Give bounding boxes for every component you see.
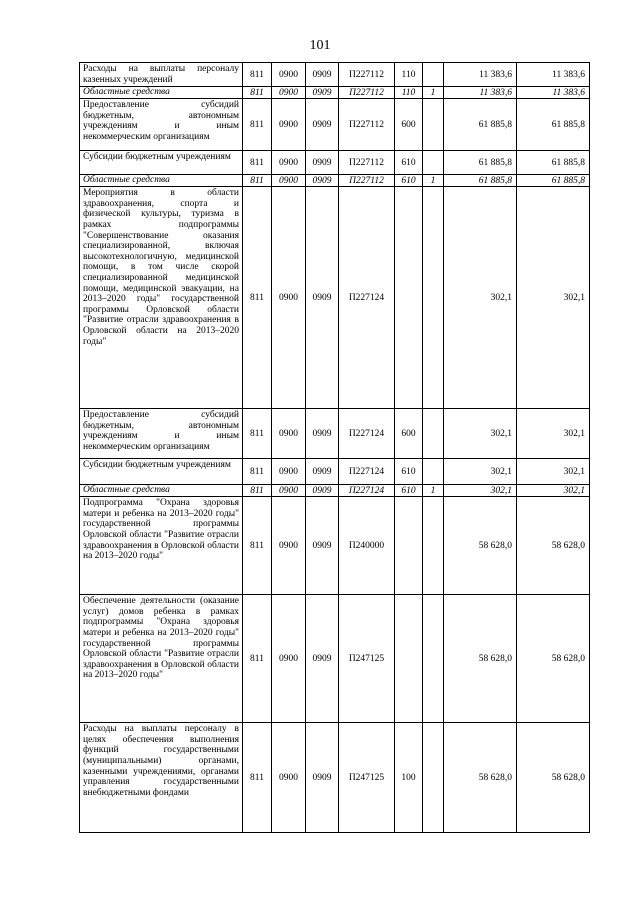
section-code: 0900: [272, 151, 306, 175]
admin-code: 811: [243, 187, 272, 409]
target-article: П227124: [339, 187, 395, 409]
section-code: 0900: [272, 595, 306, 723]
admin-code: 811: [243, 723, 272, 833]
amount-1: 302,1: [444, 187, 517, 409]
row-name: Подпрограмма "Охрана здоровья матери и ребенка на 2013–2020 годы" государственной программы Орловской области "Развитие отрасли здравоохранения в Орловской области на 2013–2020 годы": [80, 497, 243, 595]
amount-1: 302,1: [444, 409, 517, 459]
table-row: [80, 99, 590, 151]
amount-1: 61 885,8: [444, 175, 517, 187]
expense-type: 100: [395, 723, 423, 833]
expense-type: [395, 187, 423, 409]
budget-table: [79, 62, 590, 833]
subsection-code: 0909: [306, 63, 339, 87]
expense-type: 610: [395, 485, 423, 497]
table-body: [80, 63, 590, 833]
target-article: П227112: [339, 87, 395, 99]
expense-type: 110: [395, 87, 423, 99]
admin-code: 811: [243, 99, 272, 151]
amount-2: 11 383,6: [517, 87, 590, 99]
row-name: Расходы на выплаты персоналу в целях обеспечения выполнения функций государственными (муниципальными) органами, казенными учреждениями, органами управления государственными внебюджетными фондами: [80, 723, 243, 833]
amount-2: 58 628,0: [517, 497, 590, 595]
amount-2: 61 885,8: [517, 99, 590, 151]
amount-2: 61 885,8: [517, 175, 590, 187]
table-row: [80, 723, 590, 833]
table-row: [80, 459, 590, 485]
table-row: [80, 595, 590, 723]
amount-2: 58 628,0: [517, 723, 590, 833]
expense-type: 600: [395, 99, 423, 151]
amount-1: 302,1: [444, 459, 517, 485]
amount-1: 302,1: [444, 485, 517, 497]
funding-source: 1: [423, 87, 444, 99]
funding-source: 1: [423, 175, 444, 187]
admin-code: 811: [243, 497, 272, 595]
funding-source: [423, 63, 444, 87]
admin-code: 811: [243, 595, 272, 723]
funding-source: [423, 723, 444, 833]
table-row: [80, 409, 590, 459]
subsection-code: 0909: [306, 99, 339, 151]
row-name: Субсидии бюджетным учреждениям: [80, 151, 243, 175]
section-code: 0900: [272, 409, 306, 459]
target-article: П227124: [339, 485, 395, 497]
section-code: 0900: [272, 175, 306, 187]
table-row: [80, 87, 590, 99]
section-code: 0900: [272, 723, 306, 833]
subsection-code: 0909: [306, 175, 339, 187]
section-code: 0900: [272, 497, 306, 595]
admin-code: 811: [243, 175, 272, 187]
target-article: П227112: [339, 175, 395, 187]
table-row: [80, 151, 590, 175]
subsection-code: 0909: [306, 87, 339, 99]
amount-1: 11 383,6: [444, 63, 517, 87]
expense-type: 610: [395, 151, 423, 175]
row-name: Субсидии бюджетным учреждениям: [80, 459, 243, 485]
amount-2: 302,1: [517, 187, 590, 409]
funding-source: [423, 99, 444, 151]
section-code: 0900: [272, 187, 306, 409]
row-name: Областные средства: [80, 87, 243, 99]
row-name: Мероприятия в области здравоохранения, спорта и физической культуры, туризма в рамках подпрограммы "Совершенствование оказания специализированной, включая высокотехнологичную, медицинской помощи, в том числе скорой специализированной медицинской помощи, медицинской эвакуации, на 2013–2020 годы" государственной программы Орловской области "Развитие отрасли здравоохранения в Орловской области на 2013–2020 годы": [80, 187, 243, 409]
amount-1: 58 628,0: [444, 595, 517, 723]
row-name: Расходы на выплаты персоналу казенных учреждений: [80, 63, 243, 87]
target-article: П227112: [339, 99, 395, 151]
target-article: П240000: [339, 497, 395, 595]
amount-2: 11 383,6: [517, 63, 590, 87]
admin-code: 811: [243, 485, 272, 497]
expense-type: 610: [395, 459, 423, 485]
target-article: П227112: [339, 151, 395, 175]
amount-1: 61 885,8: [444, 151, 517, 175]
section-code: 0900: [272, 99, 306, 151]
amount-2: 302,1: [517, 485, 590, 497]
row-name: Предоставление субсидий бюджетным, автономным учреждениям и иным некоммерческим организациям: [80, 409, 243, 459]
funding-source: [423, 497, 444, 595]
table-row: [80, 187, 590, 409]
subsection-code: 0909: [306, 151, 339, 175]
admin-code: 811: [243, 63, 272, 87]
amount-2: 61 885,8: [517, 151, 590, 175]
expense-type: 610: [395, 175, 423, 187]
funding-source: [423, 151, 444, 175]
table-row: [80, 63, 590, 87]
amount-2: 302,1: [517, 459, 590, 485]
funding-source: [423, 595, 444, 723]
section-code: 0900: [272, 485, 306, 497]
funding-source: [423, 409, 444, 459]
subsection-code: 0909: [306, 595, 339, 723]
admin-code: 811: [243, 459, 272, 485]
expense-type: [395, 497, 423, 595]
amount-2: 302,1: [517, 409, 590, 459]
amount-1: 58 628,0: [444, 497, 517, 595]
subsection-code: 0909: [306, 723, 339, 833]
table-row: [80, 485, 590, 497]
subsection-code: 0909: [306, 459, 339, 485]
admin-code: 811: [243, 87, 272, 99]
row-name: Областные средства: [80, 485, 243, 497]
amount-1: 11 383,6: [444, 87, 517, 99]
funding-source: 1: [423, 485, 444, 497]
subsection-code: 0909: [306, 497, 339, 595]
funding-source: [423, 459, 444, 485]
target-article: П227112: [339, 63, 395, 87]
funding-source: [423, 187, 444, 409]
expense-type: [395, 595, 423, 723]
amount-1: 61 885,8: [444, 99, 517, 151]
section-code: 0900: [272, 459, 306, 485]
page-number: 101: [309, 38, 331, 53]
row-name: Областные средства: [80, 175, 243, 187]
subsection-code: 0909: [306, 409, 339, 459]
target-article: П247125: [339, 595, 395, 723]
admin-code: 811: [243, 151, 272, 175]
section-code: 0900: [272, 87, 306, 99]
table-row: [80, 175, 590, 187]
expense-type: 600: [395, 409, 423, 459]
target-article: П227124: [339, 409, 395, 459]
section-code: 0900: [272, 63, 306, 87]
amount-2: 58 628,0: [517, 595, 590, 723]
target-article: П247125: [339, 723, 395, 833]
subsection-code: 0909: [306, 485, 339, 497]
row-name: Обеспечение деятельности (оказание услуг) домов ребенка в рамках подпрограммы "Охрана здоровья матери и ребенка на 2013–2020 годы" государственной программы Орловской области "Развитие отрасли здравоохранения в Орловской области на 2013–2020 годы": [80, 595, 243, 723]
table-row: [80, 497, 590, 595]
admin-code: 811: [243, 409, 272, 459]
row-name: Предоставление субсидий бюджетным, автономным учреждениям и иным некоммерческим организациям: [80, 99, 243, 151]
target-article: П227124: [339, 459, 395, 485]
amount-1: 58 628,0: [444, 723, 517, 833]
subsection-code: 0909: [306, 187, 339, 409]
expense-type: 110: [395, 63, 423, 87]
